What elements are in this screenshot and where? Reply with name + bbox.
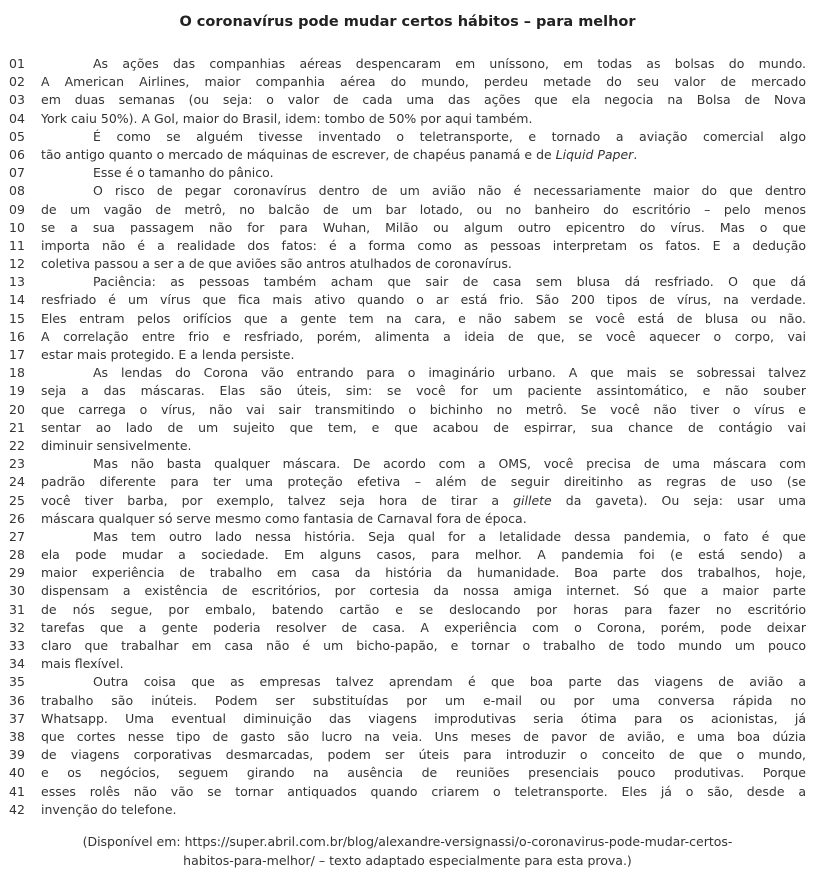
text-line — [9, 564, 806, 582]
line-text: e os negócios, seguem girando na ausência de reuniões presenciais pouco produtivas. Porque — [41, 765, 806, 781]
line-text: seja a das máscaras. Elas são úteis, sim: se você for um paciente assintomático, e não souber — [41, 383, 806, 399]
line-text: tão antigo quanto o mercado de máquinas de escrever, de chapéus panamá e de Liquid Paper. — [41, 146, 638, 162]
line-number: 41 — [9, 783, 25, 799]
line-text: você tiver barba, por exemplo, talvez seja hora de tirar a gillete da gaveta). Ou seja: usar uma — [41, 492, 806, 508]
line-text: se a sua passagem não for para Wuhan, Milão ou algum outro epicentro do vírus. Mas o que — [41, 219, 806, 235]
line-text: tarefas que a gente poderia resolver de casa. A experiência com o Corona, porém, pode deixar — [41, 619, 806, 635]
text-line — [9, 764, 806, 782]
text-line — [9, 291, 806, 309]
line-text: Mas tem outro lado nessa história. Seja qual for a letalidade dessa pandemia, o fato é que — [93, 528, 806, 544]
line-number: 20 — [9, 401, 25, 417]
text-line — [9, 128, 806, 146]
line-number: 17 — [9, 347, 25, 362]
line-number: 38 — [9, 728, 25, 744]
line-number: 27 — [9, 528, 25, 544]
line-number: 40 — [9, 765, 25, 781]
line-number: 07 — [9, 165, 25, 181]
text-line — [9, 710, 806, 728]
line-text: mais flexível. — [41, 656, 124, 672]
source-citation — [9, 832, 806, 870]
line-number: 15 — [9, 310, 25, 326]
line-number: 01 — [9, 56, 25, 71]
line-text: ela pode mudar a sociedade. Em alguns casos, para melhor. A pandemia foi (e está sendo) a — [41, 547, 806, 563]
line-text: de viagens corporativas desmarcadas, podem ser úteis para introduzir o conceito de que o mundo, — [41, 747, 806, 763]
text-line — [9, 237, 806, 255]
line-number: 14 — [9, 292, 25, 308]
line-number: 02 — [9, 74, 25, 90]
line-text: diminuir sensivelmente. — [41, 437, 192, 453]
text-line — [9, 364, 806, 382]
text-line — [9, 328, 806, 346]
line-text: É como se alguém tivesse inventado o teletransporte, e tornado a aviação comercial algo — [93, 128, 806, 144]
line-text: O risco de pegar coronavírus dentro de um avião não é necessariamente maior do que dentro — [93, 183, 806, 199]
line-number: 13 — [9, 274, 25, 290]
text-line — [9, 783, 806, 801]
text-line — [9, 401, 806, 419]
line-text: que carrega o vírus, não vai sair transmitindo o bichinho no metrô. Se você não tiver o vírus e — [41, 401, 806, 417]
line-text: Esse é o tamanho do pânico. — [93, 165, 274, 181]
line-number: 32 — [9, 619, 25, 635]
line-number: 12 — [9, 256, 25, 272]
text-line — [9, 528, 806, 546]
line-number: 19 — [9, 383, 25, 399]
line-number: 35 — [9, 674, 25, 690]
line-number: 30 — [9, 583, 25, 599]
source-citation-line-1: (Disponível em: https://super.abril.com.br/blog/alexandre-versignassi/o-coronavirus-pode-mudar-certos- — [82, 833, 733, 849]
line-text: de nós segue, por embalo, batendo cartão e se deslocando por horas para fazer no escritório — [41, 601, 806, 617]
line-text: estar mais protegido. E a lenda persiste. — [41, 347, 295, 362]
line-text: em duas semanas (ou seja: o valor de cada uma das ações que ela negocia na Bolsa de Nova — [41, 92, 806, 108]
line-number: 03 — [9, 92, 25, 108]
line-number: 06 — [9, 146, 25, 162]
text-line — [9, 582, 806, 600]
text-line — [9, 310, 806, 328]
line-text: As lendas do Corona vão entrando para o imaginário urbano. A que mais se sobressai talvez — [93, 365, 806, 381]
line-number: 11 — [9, 237, 25, 253]
text-line — [9, 546, 806, 564]
line-text: Eles entram pelos orifícios que a gente tem na cara, e não sabem se você está de blusa ou não. — [41, 310, 806, 326]
line-number: 16 — [9, 328, 25, 344]
line-text: Mas não basta qualquer máscara. De acordo com a OMS, você precisa de uma máscara com — [93, 456, 806, 472]
line-text: claro que trabalhar em casa não é um bicho-papão, e tornar o trabalho de todo mundo um pouco — [41, 638, 806, 653]
line-number: 22 — [9, 437, 25, 453]
line-number: 04 — [9, 110, 25, 126]
line-text: Outra coisa que as empresas talvez aprendam é que boa parte das viagens de avião a — [93, 674, 806, 690]
text-line — [9, 164, 806, 182]
text-line — [9, 382, 806, 400]
line-number: 31 — [9, 601, 25, 617]
line-number: 08 — [9, 183, 25, 199]
line-text: máscara qualquer só serve mesmo como fantasia de Carnaval fora de época. — [41, 510, 527, 526]
line-text: importa não é a realidade dos fatos: é a forma como as pessoas interpretam os fatos. E a dedução — [41, 237, 806, 253]
line-number: 25 — [9, 492, 25, 508]
text-line — [9, 55, 806, 73]
line-text: maior experiência de trabalho em casa da história da humanidade. Boa parte dos trabalhos, hoje, — [41, 565, 806, 581]
line-text: As ações das companhias aéreas despencaram em uníssono, em todas as bolsas do mundo. — [93, 56, 806, 71]
text-line — [9, 91, 806, 109]
line-number: 09 — [9, 201, 25, 217]
line-text: que cortes nesse tipo de gasto são lucro na veia. Uns meses de pavor de avião, e uma boa dúzia — [41, 728, 806, 744]
text-line — [9, 692, 806, 710]
text-line — [9, 492, 806, 510]
line-text: Paciência: as pessoas também acham que sair de casa sem blusa dá resfriado. O que dá — [93, 274, 806, 290]
text-line — [9, 673, 806, 691]
text-line — [9, 110, 806, 128]
source-citation-line-2: habitos-para-melhor/ – texto adaptado especialmente para esta prova.) — [183, 852, 632, 868]
line-text: sentar ao lado de um sujeito que tem, e que acabou de espirrar, sua chance de contágio vai — [41, 419, 806, 435]
text-line — [9, 746, 806, 764]
line-number: 29 — [9, 565, 25, 581]
text-line — [9, 637, 806, 655]
text-line — [9, 510, 806, 528]
text-line — [9, 182, 806, 200]
text-line — [9, 655, 806, 673]
line-number: 26 — [9, 510, 25, 526]
text-line — [9, 601, 806, 619]
line-text: resfriado é um vírus que fica mais ativo quando o ar está frio. São 200 tipos de vírus, na verdade. — [41, 292, 806, 308]
text-line — [9, 801, 806, 819]
line-text: esses rolês não vão se tornar antiquados quando criarem o teletransporte. Eles já o são, desde a — [41, 783, 806, 799]
text-line — [9, 255, 806, 273]
line-number: 05 — [9, 128, 25, 144]
line-text: York caiu 50%). A Gol, maior do Brasil, idem: tombo de 50% por aqui também. — [41, 110, 533, 126]
text-line — [9, 419, 806, 437]
line-number: 33 — [9, 638, 25, 653]
line-text: A correlação entre frio e resfriado, porém, alimenta a ideia de que, se você aquecer o corpo, vai — [41, 328, 806, 344]
text-line — [9, 455, 806, 473]
text-line — [9, 437, 806, 455]
text-line — [9, 728, 806, 746]
text-line — [9, 201, 806, 219]
line-number: 42 — [9, 801, 25, 817]
line-number: 23 — [9, 456, 25, 472]
line-text: coletiva passou a ser a de que aviões são antros atulhados de coronavírus. — [41, 256, 512, 272]
line-number: 37 — [9, 710, 25, 726]
line-text: padrão diferente para ter uma proteção efetiva – além de seguir direitinho as regras de uso (se — [41, 474, 806, 490]
line-number: 24 — [9, 474, 25, 490]
page-title: O coronavírus pode mudar certos hábitos – para melhor — [179, 14, 636, 30]
line-number: 39 — [9, 747, 25, 763]
text-line — [9, 73, 806, 91]
line-text: trabalho são inúteis. Podem ser substituídas por um e-mail ou por uma conversa rápida no — [41, 692, 806, 708]
line-number: 34 — [9, 656, 25, 672]
text-line — [9, 619, 806, 637]
text-line — [9, 473, 806, 491]
line-text: dispensam a existência de escritórios, por cortesia da nossa amiga internet. Só que a maior parte — [41, 583, 806, 599]
text-line — [9, 346, 806, 364]
text-body — [9, 55, 806, 819]
line-number: 21 — [9, 419, 25, 435]
line-number: 36 — [9, 692, 25, 708]
line-text: de um vagão de metrô, no balcão de um bar lotado, ou no banheiro do escritório – pelo menos — [41, 201, 806, 217]
line-number: 28 — [9, 547, 25, 563]
line-number: 18 — [9, 365, 25, 381]
line-text: invenção do telefone. — [41, 801, 177, 817]
line-text: A American Airlines, maior companhia aérea do mundo, perdeu metade do seu valor de mercado — [41, 74, 806, 90]
line-text: Whatsapp. Uma eventual diminuição das viagens improdutivas seria ótima para os acionistas, já — [41, 710, 806, 726]
text-line — [9, 219, 806, 237]
text-line — [9, 146, 806, 164]
line-number: 10 — [9, 219, 25, 235]
text-line — [9, 273, 806, 291]
